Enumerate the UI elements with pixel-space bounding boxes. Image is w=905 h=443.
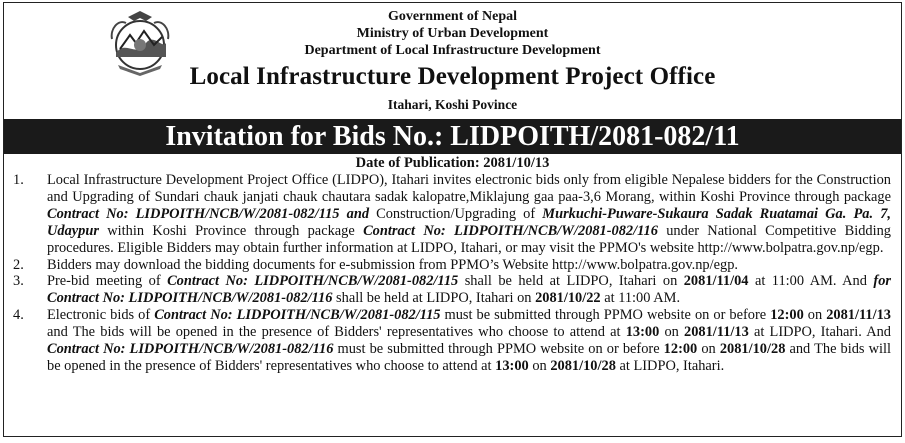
notice-title: Invitation for Bids No.: LIDPOITH/2081-082/11	[4, 119, 901, 154]
list-item	[13, 273, 891, 307]
government-line: Government of Nepal	[387, 9, 518, 24]
item-number: 3.	[13, 273, 24, 290]
list-item	[13, 172, 891, 257]
item-number: 1.	[13, 172, 24, 188]
item-text: Electronic bids of Contract No: LIDPOITH/NCB/W/2081-082/115 must be submitted through PPMO website on or before 12:00 on 2081/11/13 and The bids will be opened in the presence of Bidders' representatives who choose to attend at 13:00 on 2081/11/13 at LIDPO, Itahari. And Contract No: LIDPOITH/NCB/W/2081-082/116 must be submitted through PPMO website on or before 12:00 on 2081/10/28 and The bids will be opened in the presence of Bidders' representatives who choose to attend at 13:00 on 2081/10/28 at LIDPO, Itahari.	[47, 307, 892, 374]
notice-items	[13, 172, 891, 375]
item-text: Bidders may download the bidding documents for e-submission from PPMO’s Website http://www.bolpatra.gov.np/egp.	[47, 256, 738, 273]
item-text: Pre-bid meeting of Contract No: LIDPOITH/NCB/W/2081-082/115 shall be held at LIDPO, Itahari on 2081/11/04 at 11:00 AM. And for Contract No: LIDPOITH/NCB/W/2081-082/116 shall be held at LIDPO, Itahari on 2081/10/22 at 11:00 AM.	[47, 273, 891, 307]
ministry-line: Ministry of Urban Development	[356, 26, 549, 41]
item-text: Local Infrastructure Development Project Office (LIDPO), Itahari invites electronic bids only from eligible Nepalese bidders for the Construction and Upgrading of Sundari chauk janjati chauk chautara sadak kalopatre,Miklajung gaa paa-3,6 Morang, within Koshi Province through package Contract No: LIDPOITH/NCB/W/2081-082/115 and Construction/Upgrading of Murkuchi-Puware-Sukaura Sadak Ruatamai Ga. Pa. 7, Udaypur within Koshi Province through package Contract No: LIDPOITH/NCB/W/2081-082/116 under National Competitive Bidding procedures. Eligible Bidders may obtain further information at LIDPO, Itahari, or may visit the PPMO's website http://www.bolpatra.gov.np/egp.	[47, 172, 891, 256]
publication-date: Date of Publication: 2081/10/13	[355, 155, 550, 171]
notice-header	[4, 3, 901, 121]
department-line: Department of Local Infrastructure Development	[304, 43, 601, 58]
list-item	[13, 257, 891, 274]
bid-notice	[3, 2, 902, 437]
office-location: Itahari, Koshi Povince	[387, 97, 518, 112]
office-title: Local Infrastructure Development Project Office	[189, 63, 716, 90]
list-item	[13, 307, 891, 375]
item-number: 4.	[13, 307, 24, 324]
item-number: 2.	[13, 256, 24, 273]
